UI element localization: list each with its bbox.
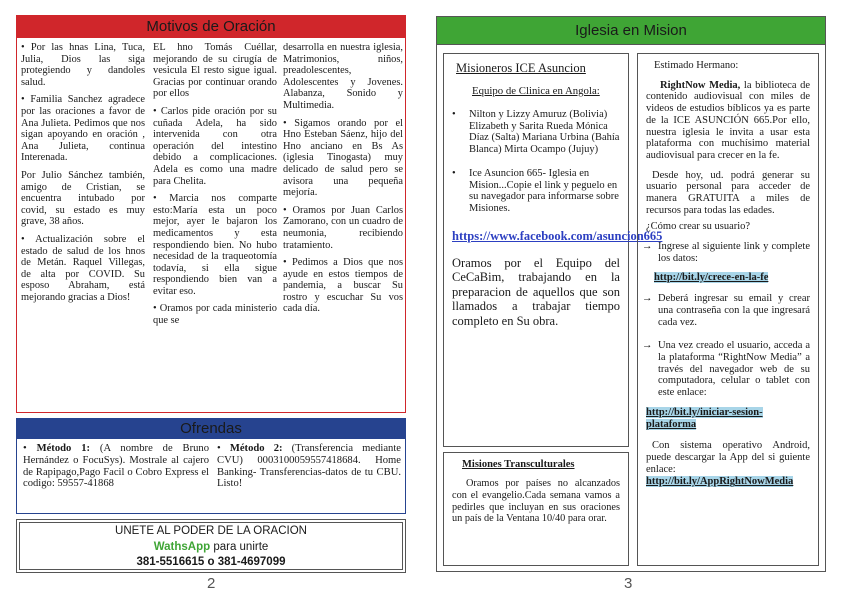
union-whatsapp-line [20,540,402,556]
mision-title: Iglesia en Mision [437,17,825,45]
step-2-text: Deberá ingresar su email y crear una contraseña con la que ingresará cada vez. [658,293,810,328]
step-2 [642,293,810,328]
app-rightnow-link[interactable]: http://bit.ly/AppRightNowMedia [646,476,794,488]
step-3 [642,340,810,399]
facebook-link[interactable]: https://www.facebook.com/asuncion665 [452,228,663,243]
ofrendas-title: Ofrendas [17,419,405,439]
asuncion-title: Misioneros ICE Asuncion [456,61,586,75]
android-text: Con sistema operativo Android, puede descargar la App del si guiente enlace: [646,440,810,475]
prayer-item: • Carlos pide oración por su cuñada Adela, ha sido intervenida con otra operación del intestino debido a complicaciones. Adela es como una madre para Chelita. [153,105,277,187]
bullet-icon: • [452,167,456,179]
arrow-right-icon: → [642,293,653,305]
method-2-label: Método 2: [229,443,283,454]
missionaries-text: Nilton y Lizzy Amuruz (Bolivia) Elizabeth y Sarita Rueda Mónica Díaz (Salta) Mariana Urbina (Bahía Blanca) Mirta Ocampo (Jujuy) [469,109,620,156]
bullet-icon: • [452,109,456,120]
transculturales-title: Misiones Transculturales [462,459,575,470]
ofrenda-method-1: • Método 1: (A nombre de Bruno Hernández o FocuSys). Mostrale al cajero de Rapipago,Pago Facil o Cobro Express el codigo: 59557-41868 [23,443,210,490]
prayer-item: • Pedimos a Dios que nos ayude en estos tiempos de pandemia, a buscar Su rostro y escuchar Su vos cada día. [283,257,403,315]
union-heading: UNETE AL PODER DE LA ORACION [115,525,307,537]
prayer-item: • Oramos por cada ministerio que se [153,303,277,327]
rightnow-name: RightNow Media, [660,79,741,91]
prayer-item: EL hno Tomás Cuéllar, mejorando de su cirugía de vesicula El resto sigue igual. Gracias por continuar orando por ellos [153,42,277,100]
motivos-column-1 [21,42,145,309]
motivos-section [16,15,406,413]
rightnow-intro [646,80,810,162]
cecabim-prayer: Oramos por el Equipo del CeCaBim, trabajando en la preparacion de aquellos que son llamados a trabajar tiempo completo en Su obra. [452,255,620,328]
method-2-text: (Transferencia mediante CVU) 0003100059557418684. Home Banking- Transferencias-datos de tu CBU. Listo! [217,443,401,490]
arrow-right-icon: → [642,340,653,352]
page-number-right: 3 [624,575,633,592]
asuncion-panel [443,53,663,447]
prayer-item: Por Julio Sánchez también, amigo de Cristian, se encuentra intubado por covid, su estado es muy grave, 38 años. [21,169,145,228]
crece-en-la-fe-link[interactable]: http://bit.ly/crece-en-la-fe [654,271,769,283]
method-1-label: Método 1: [36,443,91,454]
ofrenda-method-2: • Método 2: (Transferencia mediante CVU) 0003100059557418684. Home Banking- Transferencias-datos de tu CBU. Listo! [217,443,401,490]
prayer-item: • Oramos por Juan Carlos Zamorano, con un cuadro de neumonia, recibiendo tratamiento. [283,204,403,251]
prayer-item: • Marcia nos comparte esto:María esta un poco mejor, ayer le bajaron los medicamentos y esta respondiendo bien. No hubo necesidad de la traqueotomía todavía, si ella sigue respondiendo bien van a evitar eso. [153,193,277,297]
page-number-left: 2 [207,575,216,592]
arrow-right-icon: → [642,241,653,253]
whatsapp-label: WathsApp [153,540,211,553]
prayer-item: • Actualización sobre el estado de salud de los hnos de Metán. Raquel Villegas, de alta por COVID. Su esposo Abraham, está mejorando gracias a Dios! [21,233,145,303]
rightnow-panel [637,53,819,566]
step-1-text: Ingrese al siguiente link y complete los datos: [658,241,810,264]
facebook-instruction-item [452,168,620,215]
greeting: Estimado Hermano: [654,60,739,71]
motivos-column-2 [153,42,277,333]
mision-section [436,16,826,572]
motivos-title: Motivos de Oración [17,16,405,38]
method-1-text: (A nombre de Bruno Hernández o FocuSys). Mostrale al cajero de Rapipago,Pago Facil o Cobro Express el codigo: 59557-41868 [23,443,210,490]
union-join-text: para unirte [210,540,269,553]
prayer-item: desarrolla en nuestra iglesia, Matrimonios, niños, preadolescentes, Adolescentes y Jovenes. Alabanza, Sonido y Multimedia. [283,42,403,111]
prayer-item: • Sigamos orando por el Hno Esteban Sáenz, hijo del Hno anciano en Bs As (iglesia Tinogasta) muy delicado de salud pero se avisora una pequeña mejoría. [283,117,403,199]
transculturales-text: Oramos por países no alcanzados con el evangelio.Cada semana vamos a pedirles que incluyan en sus oraciones un país de la Ventana 10/40 para orar. [452,478,620,525]
step-3-text: Una vez creado el usuario, acceda a la plataforma “RightNow Media” a través del navegador web de su computadora, celular o tablet con este enlace: [658,340,810,399]
equipo-title: Equipo de Clinica en Angola: [472,85,600,97]
union-section [16,519,406,573]
missionaries-list-item [452,109,620,156]
prayer-item: • Familia Sanchez agradece por las oraciones a favor de Ana Julieta. Pedimos que nos sigan apoyando en oración , Ana Julieta, continua Interenada. [21,94,145,164]
link-2-line [646,407,810,430]
transculturales-panel [443,452,629,566]
iniciar-sesion-link[interactable]: http://bit.ly/iniciar-sesion-plataforma [646,406,763,430]
prayer-item: • Por las hnas Lina, Tuca, Julia, Dios las siga protegiendo y dandoles salud. [21,42,145,88]
step-1 [642,241,810,264]
ofrendas-section [16,418,406,514]
union-phones: 381-5516615 o 381-4697099 [136,556,286,568]
motivos-column-3 [283,42,403,321]
link-1-line [654,272,810,284]
union-inner-frame [19,522,403,570]
rightnow-intro-text: la biblioteca de contenido audiovisual con miles de videos de estudios bíblicos ya es parte de la ICE ASUNCIÓN 665.Por ello, nuestra iglesia le invita a usar esta plataforma con muchísimo material audiovisual para crecer en la fe. [646,79,810,161]
free-access-text: Desde hoy, ud. podrá generar su usuario personal para acceder de manera GRATUITA a miles de recursos para todas las edades. [646,169,810,216]
facebook-instruction-text: Ice Asuncion 665- Iglesia en Mision...Copie el link y peguelo en su navegador para informarse sobre Misiones. [469,167,619,214]
link-3-line [646,476,810,488]
how-to-question: ¿Cómo crear su usuario? [646,221,751,233]
